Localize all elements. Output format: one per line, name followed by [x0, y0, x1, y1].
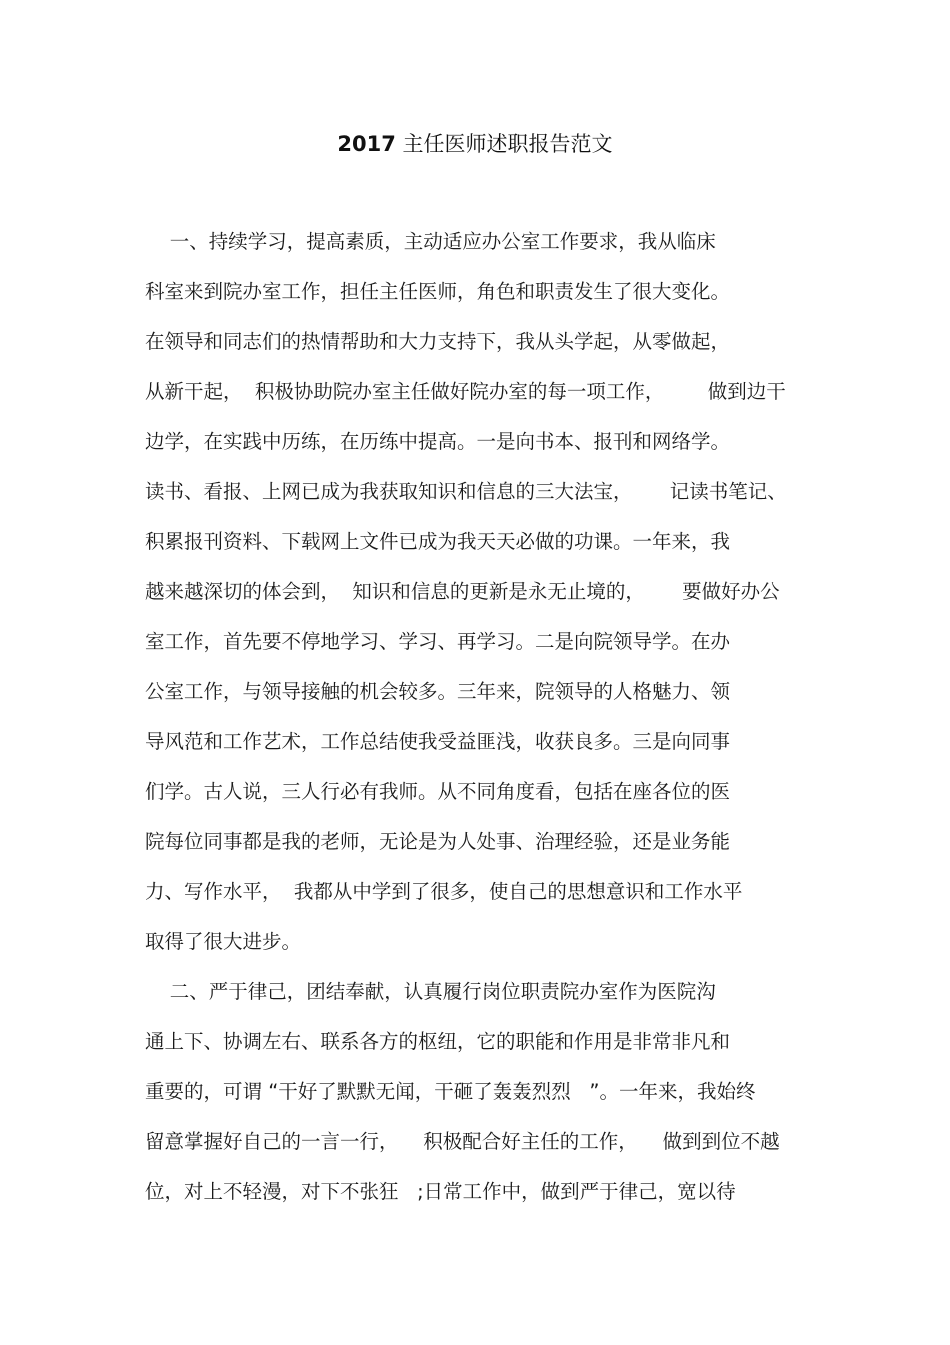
body-line: 从新干起， 积极协助院办室主任做好院办室的每一项工作， 做到边干 — [145, 380, 786, 403]
body-line: 二、严于律己，团结奉献，认真履行岗位职责院办室作为医院沟 — [145, 980, 716, 1003]
body-line: 取得了很大进步。 — [145, 930, 302, 953]
body-line: 们学。古人说，三人行必有我师。从不同角度看，包括在座各位的医 — [145, 780, 731, 803]
body-line: 一、持续学习，提高素质，主动适应办公室工作要求，我从临床 — [145, 230, 716, 253]
page-title — [0, 128, 950, 160]
body-line: 越来越深切的体会到， 知识和信息的更新是永无止境的， 要做好办公 — [145, 580, 780, 603]
body-line: 在领导和同志们的热情帮助和大力支持下，我从头学起，从零做起， — [145, 330, 731, 353]
body-line: 边学，在实践中历练，在历练中提高。一是向书本、报刊和网络学。 — [145, 430, 731, 453]
title-year: 2017 — [337, 132, 396, 156]
body-line: 公室工作，与领导接触的机会较多。三年来，院领导的人格魅力、领 — [145, 680, 731, 703]
body-line: 重要的，可谓 “干好了默默无闻，干砸了轰轰烈烈 ”。一年来，我始终 — [145, 1080, 756, 1103]
body-line: 力、写作水平， 我都从中学到了很多，使自己的思想意识和工作水平 — [145, 880, 743, 903]
body-line: 室工作，首先要不停地学习、学习、再学习。二是向院领导学。在办 — [145, 630, 731, 653]
title-text: 主任医师述职报告范文 — [395, 132, 613, 156]
body-line: 读书、看报、上网已成为我获取知识和信息的三大法宝， 记读书笔记、 — [145, 480, 787, 503]
body-line: 积累报刊资料、下载网上文件已成为我天天必做的功课。一年来，我 — [145, 530, 731, 553]
body-line: 位，对上不轻漫，对下不张狂 ;日常工作中，做到严于律己，宽以待 — [145, 1180, 736, 1203]
body-line: 留意掌握好自己的一言一行， 积极配合好主任的工作， 做到到位不越 — [145, 1130, 780, 1153]
body-line: 院每位同事都是我的老师，无论是为人处事、治理经验，还是业务能 — [145, 830, 731, 853]
body-line: 导风范和工作艺术，工作总结使我受益匪浅，收获良多。三是向同事 — [145, 730, 731, 753]
body-line: 通上下、协调左右、联系各方的枢纽，它的职能和作用是非常非凡和 — [145, 1030, 731, 1053]
body-line: 科室来到院办室工作，担任主任医师，角色和职责发生了很大变化。 — [145, 280, 731, 303]
